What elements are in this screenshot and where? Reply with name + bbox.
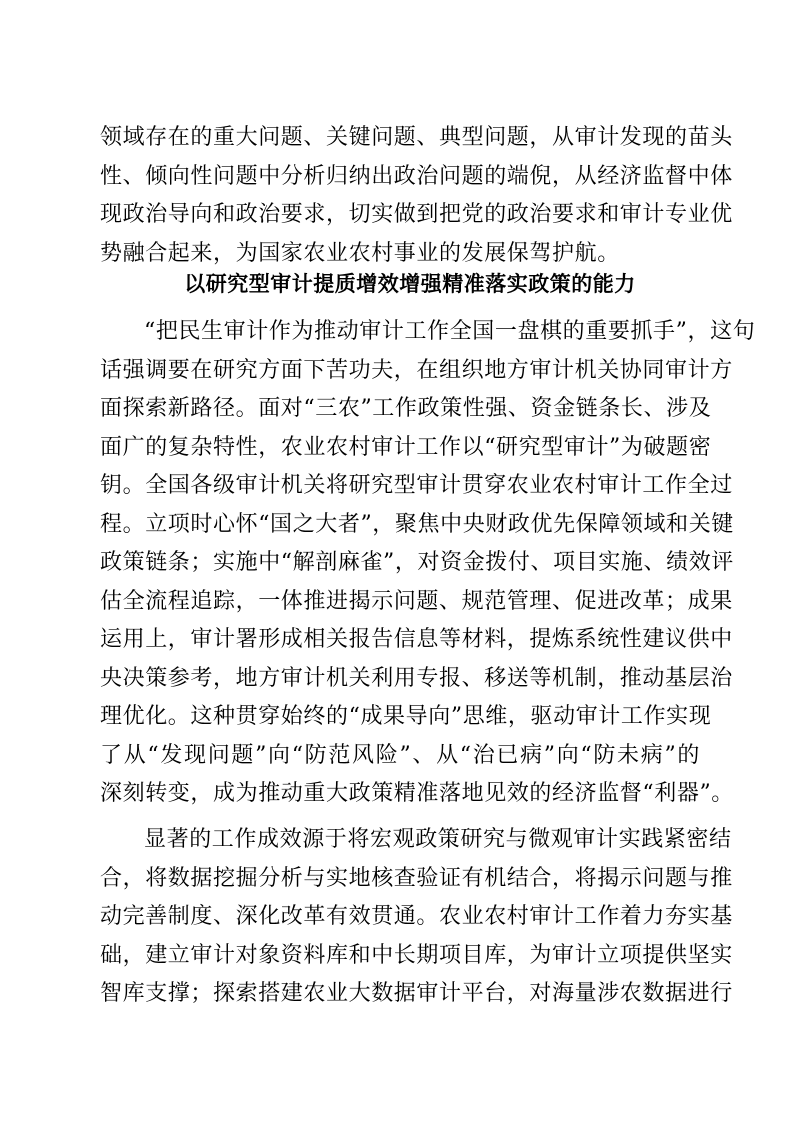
text-line: 话强调要在研究方面下苦功夫，在组织地方审计机关协同审计方 (100, 357, 733, 383)
text-line: 面探索新路径。面对“三农”工作政策性强、资金链条长、涉及 (100, 396, 712, 421)
text-line: 钥。全国各级审计机关将研究型审计贯穿农业农村审计工作全过 (100, 473, 733, 498)
text-line: 动完善制度、深化改革有效贯通。农业农村审计工作着力夯实基 (100, 904, 733, 929)
text-line: 础，建立审计对象资料库和中长期项目库，为审计立项提供坚实 (100, 942, 733, 968)
text-line: “把民生审计作为推动审计工作全国一盘棋的重要抓手”，这句 (144, 319, 756, 344)
text-line: 央决策参考，地方审计机关利用专报、移送等机制，推动基层治 (100, 665, 733, 691)
text-line: 了从“发现问题”向“防范风险”、从“治已病”向“防未病”的 (100, 742, 700, 768)
text-line: 程。立项时心怀“国之大者”，聚焦中央财政优先保障领域和关键 (100, 511, 734, 537)
text-line: 估全流程追踪，一体推进揭示问题、规范管理、促进改革；成果 (100, 588, 733, 614)
text-line: 政策链条；实施中“解剖麻雀”，对资金拨付、项目实施、绩效评 (100, 550, 734, 575)
text-line: 领域存在的重大问题、关键问题、典型问题，从审计发现的苗头 (100, 125, 733, 150)
text-line: 合，将数据挖掘分析与实地核查验证有机结合，将揭示问题与推 (100, 865, 733, 891)
section-heading: 以研究型审计提质增效增强精准落实政策的能力 (184, 272, 636, 296)
text-line: 现政治导向和政治要求，切实做到把党的政治要求和审计专业优 (100, 202, 733, 227)
paragraph-1 (100, 119, 733, 273)
paragraph-2 (100, 313, 756, 814)
text-line: 显著的工作成效源于将宏观政策研究与微观审计实践紧密结 (144, 827, 732, 852)
text-line: 理优化。这种贯穿始终的“成果导向”思维，驱动审计工作实现 (100, 704, 712, 729)
text-line: 面广的复杂特性，农业农村审计工作以“研究型审计”为破题密 (100, 434, 712, 460)
text-line: 智库支撑；探索搭建农业大数据审计平台，对海量涉农数据进行 (100, 981, 733, 1006)
paragraph-3 (100, 821, 733, 1014)
text-line: 性、倾向性问题中分析归纳出政治问题的端倪，从经济监督中体 (100, 163, 733, 189)
text-line: 运用上，审计署形成相关报告信息等材料，提炼系统性建议供中 (100, 627, 733, 652)
text-line: 深刻转变，成为推动重大政策精准落地见效的经济监督“利器”。 (100, 781, 734, 806)
text-line: 势融合起来，为国家农业农村事业的发展保驾护航。 (100, 240, 620, 266)
